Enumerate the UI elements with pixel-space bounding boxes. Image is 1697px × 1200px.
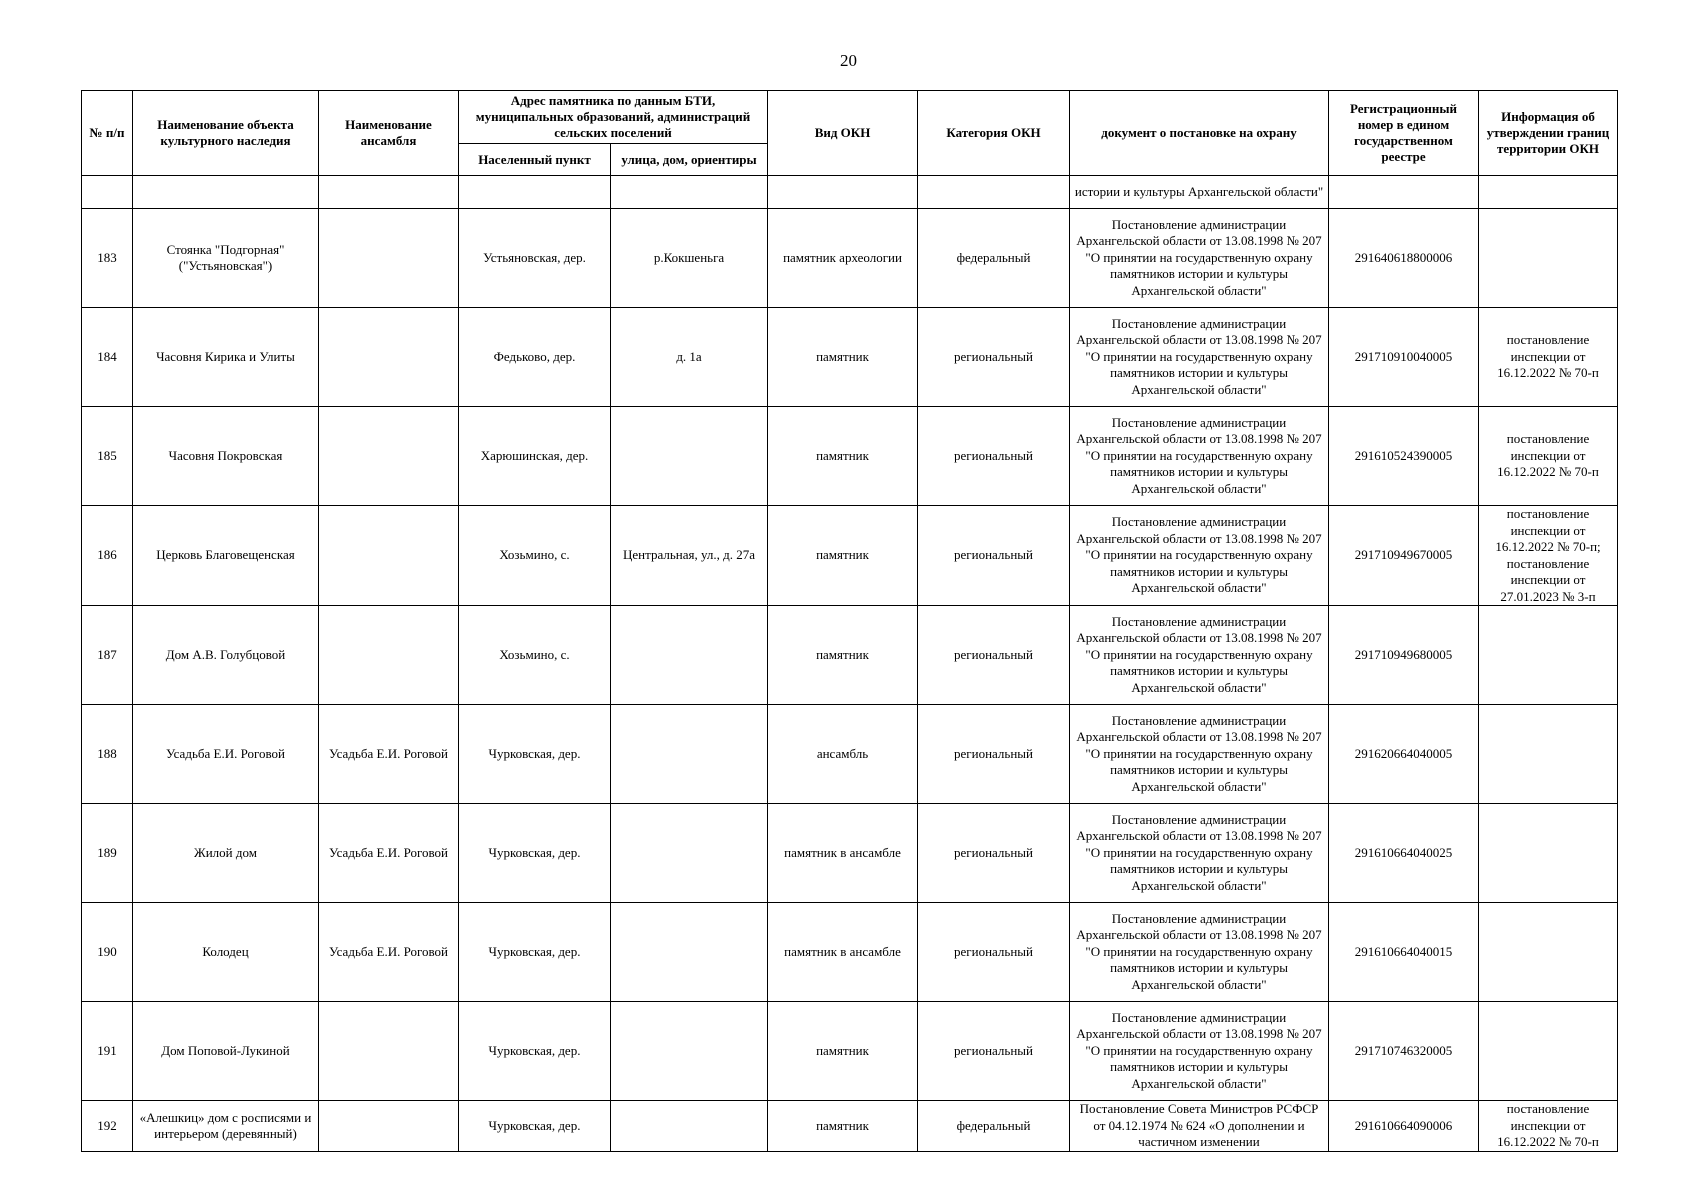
cell-num: 184 [82,308,133,407]
cell-boundary-info [1479,804,1618,903]
table-body [82,176,1618,1152]
cell-reg-number: 291610524390005 [1329,407,1479,506]
cell-num: 185 [82,407,133,506]
cell-category: региональный [918,1002,1070,1101]
cell-category: региональный [918,506,1070,606]
cell-category: региональный [918,407,1070,506]
cell-ensemble [319,1101,459,1152]
cell-num: 188 [82,705,133,804]
cell-num: 186 [82,506,133,606]
cell-kind: памятник [768,606,918,705]
cell-boundary-info [1479,705,1618,804]
header-ensemble: Наименование ансамбля [319,91,459,176]
cell-kind: памятник археологии [768,209,918,308]
cell-ensemble [319,176,459,209]
cell-document: Постановление администрации Архангельской области от 13.08.1998 № 207 "О принятии на государственную охрану памятников истории и культуры Архангельской области" [1070,308,1329,407]
cell-boundary-info [1479,176,1618,209]
cell-document: Постановление администрации Архангельской области от 13.08.1998 № 207 "О принятии на государственную охрану памятников истории и культуры Архангельской области" [1070,705,1329,804]
cell-kind: памятник [768,407,918,506]
cell-settlement: Чурковская, дер. [459,705,611,804]
heritage-objects-table [81,90,1618,1152]
header-name: Наименование объекта культурного наследия [133,91,319,176]
cell-num: 187 [82,606,133,705]
cell-boundary-info: постановление инспекции от 16.12.2022 № 70-п [1479,1101,1618,1152]
cell-name: Колодец [133,903,319,1002]
cell-num: 191 [82,1002,133,1101]
cell-street [611,705,768,804]
cell-category: федеральный [918,209,1070,308]
cell-street [611,606,768,705]
cell-street [611,1101,768,1152]
cell-street: р.Кокшеньга [611,209,768,308]
cell-category: федеральный [918,1101,1070,1152]
header-kind: Вид ОКН [768,91,918,176]
cell-category: региональный [918,903,1070,1002]
cell-ensemble [319,506,459,606]
page-number: 20 [840,51,857,70]
cell-kind: памятник [768,1101,918,1152]
cell-boundary-info [1479,903,1618,1002]
cell-reg-number: 291640618800006 [1329,209,1479,308]
cell-reg-number: 291710949670005 [1329,506,1479,606]
table-row [82,804,1618,903]
cell-boundary-info: постановление инспекции от 16.12.2022 № 70-п [1479,407,1618,506]
cell-boundary-info [1479,606,1618,705]
cell-kind: памятник [768,506,918,606]
cell-boundary-info [1479,1002,1618,1101]
cell-document: Постановление администрации Архангельской области от 13.08.1998 № 207 "О принятии на государственную охрану памятников истории и культуры Архангельской области" [1070,209,1329,308]
cell-category: региональный [918,308,1070,407]
cell-name: Дом А.В. Голубцовой [133,606,319,705]
cell-ensemble [319,606,459,705]
cell-kind: памятник [768,308,918,407]
cell-street: д. 1а [611,308,768,407]
cell-street [611,176,768,209]
cell-reg-number [1329,176,1479,209]
header-address: Адрес памятника по данным БТИ, муниципальных образований, администраций сельских поселений [459,91,768,144]
table-row [82,1101,1618,1152]
cell-category [918,176,1070,209]
table-header [82,91,1618,176]
cell-num: 183 [82,209,133,308]
cell-boundary-info [1479,209,1618,308]
cell-document: истории и культуры Архангельской области" [1070,176,1329,209]
cell-num: 192 [82,1101,133,1152]
cell-reg-number: 291610664090006 [1329,1101,1479,1152]
cell-kind: памятник [768,1002,918,1101]
table-row-continuation [82,176,1618,209]
cell-ensemble: Усадьба Е.И. Роговой [319,705,459,804]
cell-name [133,176,319,209]
cell-category: региональный [918,606,1070,705]
header-boundary-info: Информация об утверждении границ территории ОКН [1479,91,1618,176]
table-row [82,407,1618,506]
cell-reg-number: 291710746320005 [1329,1002,1479,1101]
cell-settlement: Чурковская, дер. [459,804,611,903]
cell-name: Часовня Кирика и Улиты [133,308,319,407]
cell-category: региональный [918,705,1070,804]
cell-boundary-info: постановление инспекции от 16.12.2022 № 70-п; постановление инспекции от 27.01.2023 № 3-п [1479,506,1618,606]
cell-street [611,407,768,506]
cell-num [82,176,133,209]
cell-street [611,804,768,903]
cell-ensemble [319,308,459,407]
cell-name: Усадьба Е.И. Роговой [133,705,319,804]
header-settlement: Населенный пункт [459,144,611,176]
cell-ensemble: Усадьба Е.И. Роговой [319,903,459,1002]
cell-kind [768,176,918,209]
cell-document: Постановление Совета Министров РСФСР от 04.12.1974 № 624 «О дополнении и частичном изменении [1070,1101,1329,1152]
cell-settlement: Чурковская, дер. [459,1002,611,1101]
cell-document: Постановление администрации Архангельской области от 13.08.1998 № 207 "О принятии на государственную охрану памятников истории и культуры Архангельской области" [1070,1002,1329,1101]
cell-boundary-info: постановление инспекции от 16.12.2022 № 70-п [1479,308,1618,407]
header-num: № п/п [82,91,133,176]
table-row [82,1002,1618,1101]
cell-ensemble [319,1002,459,1101]
cell-document: Постановление администрации Архангельской области от 13.08.1998 № 207 "О принятии на государственную охрану памятников истории и культуры Архангельской области" [1070,606,1329,705]
cell-settlement [459,176,611,209]
cell-settlement: Устьяновская, дер. [459,209,611,308]
table-row [82,903,1618,1002]
cell-ensemble [319,209,459,308]
header-category: Категория ОКН [918,91,1070,176]
cell-settlement: Хозьмино, с. [459,506,611,606]
cell-name: Часовня Покровская [133,407,319,506]
table-row [82,606,1618,705]
cell-street: Центральная, ул., д. 27а [611,506,768,606]
header-document: документ о постановке на охрану [1070,91,1329,176]
cell-name: Церковь Благовещенская [133,506,319,606]
cell-num: 189 [82,804,133,903]
header-reg-number: Регистрационный номер в едином государственном реестре [1329,91,1479,176]
cell-document: Постановление администрации Архангельской области от 13.08.1998 № 207 "О принятии на государственную охрану памятников истории и культуры Архангельской области" [1070,407,1329,506]
cell-settlement: Чурковская, дер. [459,903,611,1002]
cell-category: региональный [918,804,1070,903]
cell-settlement: Хозьмино, с. [459,606,611,705]
header-street: улица, дом, ориентиры [611,144,768,176]
cell-num: 190 [82,903,133,1002]
cell-document: Постановление администрации Архангельской области от 13.08.1998 № 207 "О принятии на государственную охрану памятников истории и культуры Архангельской области" [1070,506,1329,606]
cell-name: «Алешкиц» дом с росписями и интерьером (деревянный) [133,1101,319,1152]
table-row [82,308,1618,407]
table-row [82,705,1618,804]
cell-reg-number: 291710949680005 [1329,606,1479,705]
cell-kind: памятник в ансамбле [768,804,918,903]
cell-kind: ансамбль [768,705,918,804]
table-row [82,506,1618,606]
cell-settlement: Харюшинская, дер. [459,407,611,506]
cell-settlement: Федьково, дер. [459,308,611,407]
cell-reg-number: 291610664040025 [1329,804,1479,903]
cell-ensemble [319,407,459,506]
cell-reg-number: 291610664040015 [1329,903,1479,1002]
cell-reg-number: 291710910040005 [1329,308,1479,407]
cell-name: Стоянка "Подгорная" ("Устьяновская") [133,209,319,308]
cell-document: Постановление администрации Архангельской области от 13.08.1998 № 207 "О принятии на государственную охрану памятников истории и культуры Архангельской области" [1070,804,1329,903]
cell-reg-number: 291620664040005 [1329,705,1479,804]
cell-settlement: Чурковская, дер. [459,1101,611,1152]
cell-name: Дом Поповой-Лукиной [133,1002,319,1101]
cell-street [611,903,768,1002]
cell-street [611,1002,768,1101]
cell-document: Постановление администрации Архангельской области от 13.08.1998 № 207 "О принятии на государственную охрану памятников истории и культуры Архангельской области" [1070,903,1329,1002]
cell-ensemble: Усадьба Е.И. Роговой [319,804,459,903]
cell-name: Жилой дом [133,804,319,903]
table-row [82,209,1618,308]
cell-kind: памятник в ансамбле [768,903,918,1002]
